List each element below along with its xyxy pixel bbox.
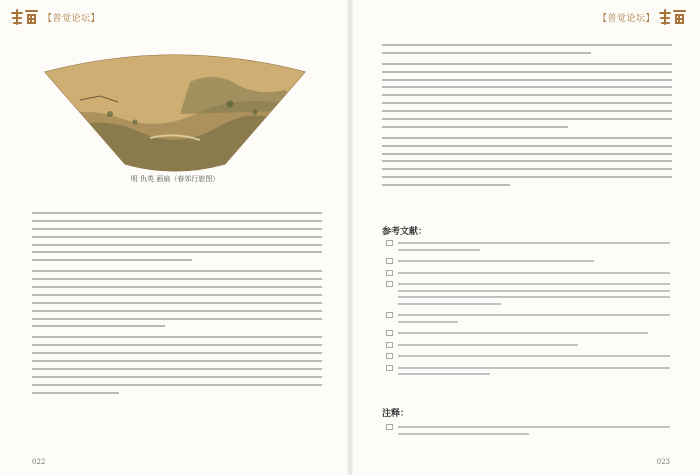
- reference-item: [386, 272, 670, 279]
- header-left: [10, 8, 100, 26]
- section-tag: 【普觉论坛】: [597, 13, 655, 24]
- reference-item: [386, 332, 670, 339]
- fan-caption: 明 仇英 画扇（春郊行旅图）: [130, 175, 220, 183]
- reference-number: [386, 270, 393, 276]
- spread-gutter: [346, 0, 354, 475]
- reference-number: [386, 353, 393, 359]
- puju-logo-icon: [10, 8, 40, 26]
- left-body-text: [32, 212, 322, 399]
- reference-item: [386, 283, 670, 309]
- references-title: 参考文献：: [382, 227, 428, 237]
- fan-painting: [40, 52, 310, 172]
- fan-painting-image: [40, 52, 310, 172]
- reference-item: [386, 242, 670, 255]
- references-list: [386, 242, 670, 385]
- reference-item: [386, 367, 670, 380]
- reference-number: [386, 365, 393, 371]
- header-right: [598, 8, 688, 26]
- page-number-left: 022: [32, 458, 46, 466]
- reference-number: [386, 342, 393, 348]
- reference-number: [386, 312, 393, 318]
- right-body-text: [382, 44, 672, 192]
- reference-item: [386, 260, 670, 267]
- notes-list: [386, 426, 670, 444]
- reference-number: [386, 281, 393, 287]
- puju-logo-icon: [658, 8, 688, 26]
- section-tag: 【普觉论坛】: [43, 13, 101, 24]
- reference-item: [386, 344, 670, 351]
- reference-item: [386, 355, 670, 362]
- reference-number: [386, 240, 393, 246]
- reference-number: [386, 258, 393, 264]
- right-page: [350, 0, 700, 475]
- note-number: [386, 424, 393, 430]
- reference-number: [386, 330, 393, 336]
- reference-item: [386, 314, 670, 327]
- note-item: [386, 426, 670, 439]
- page-number-right: 023: [656, 458, 670, 466]
- notes-title: 注释：: [382, 409, 410, 419]
